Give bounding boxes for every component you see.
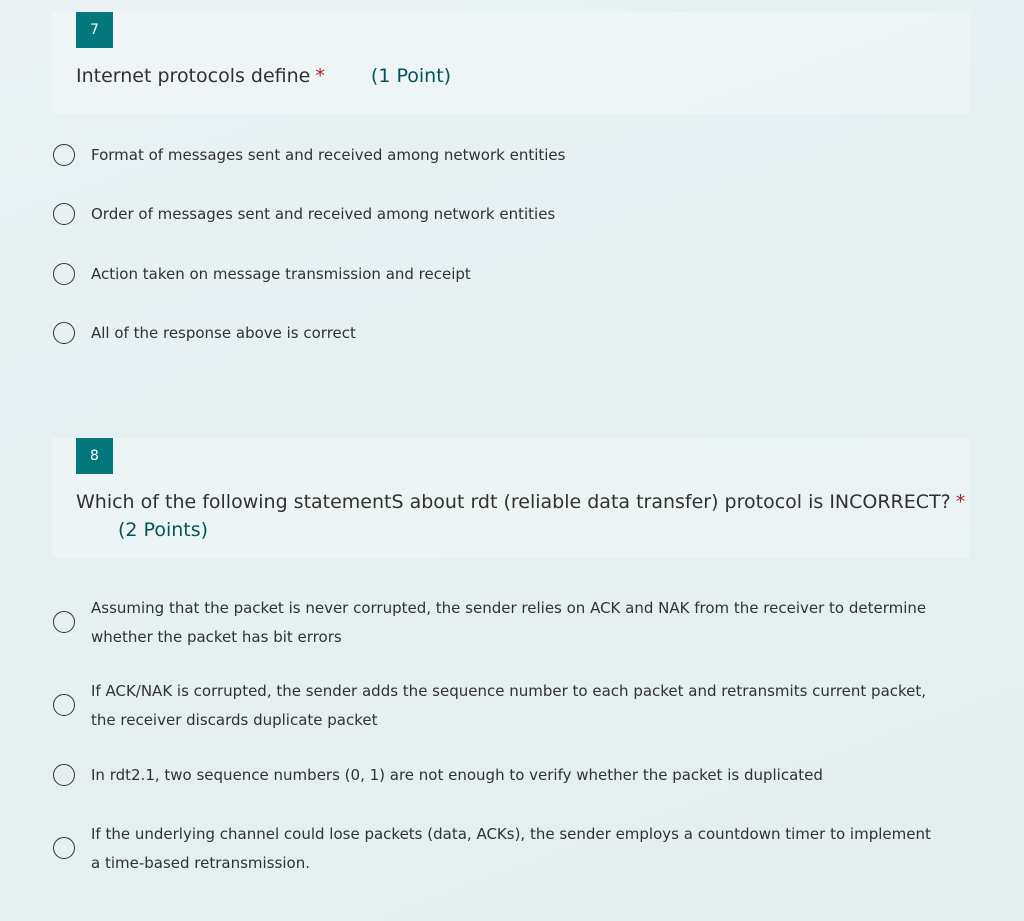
- radio-button[interactable]: [53, 837, 75, 859]
- radio-button[interactable]: [53, 263, 75, 285]
- option-label: Action taken on message transmission and receipt: [91, 265, 471, 283]
- radio-button[interactable]: [53, 611, 75, 633]
- option-label: If ACK/NAK is corrupted, the sender adds the sequence number to each packet and retransmits current packet, the receiver discards duplicate packet: [91, 682, 927, 729]
- question-number-badge: 7: [76, 12, 113, 48]
- question-8-option-4[interactable]: [53, 820, 953, 880]
- option-label: Format of messages sent and received among network entities: [91, 146, 566, 164]
- question-points: (1 Point): [370, 65, 452, 87]
- radio-button[interactable]: [53, 764, 75, 786]
- option-label: Order of messages sent and received among network entities: [91, 205, 556, 223]
- radio-button[interactable]: [53, 694, 75, 716]
- question-8-header: [52, 438, 970, 558]
- question-points: (2 Points): [118, 519, 209, 541]
- radio-button[interactable]: [53, 203, 75, 225]
- question-8-option-2[interactable]: [53, 677, 953, 737]
- question-title: [76, 62, 451, 90]
- question-number-badge: 8: [76, 438, 113, 474]
- option-label: In rdt2.1, two sequence numbers (0, 1) are not enough to verify whether the packet is duplicated: [91, 766, 823, 784]
- required-asterisk: *: [315, 65, 325, 87]
- question-title: [76, 488, 965, 516]
- option-label: Assuming that the packet is never corrupted, the sender relies on ACK and NAK from the receiver to determine whether the packet has bit errors: [91, 599, 927, 646]
- required-asterisk: *: [955, 491, 966, 513]
- radio-button[interactable]: [53, 144, 75, 166]
- question-text: Internet protocols define: [76, 65, 311, 87]
- question-7-header: [52, 12, 970, 114]
- question-8-option-1[interactable]: [53, 594, 953, 654]
- question-text: Which of the following statementS about rdt (reliable data transfer) protocol is INCORRECT?: [76, 491, 951, 513]
- option-label: If the underlying channel could lose packets (data, ACKs), the sender employs a countdown timer to implement a time-based retransmission.: [91, 825, 931, 872]
- option-label: All of the response above is correct: [91, 324, 356, 342]
- radio-button[interactable]: [53, 322, 75, 344]
